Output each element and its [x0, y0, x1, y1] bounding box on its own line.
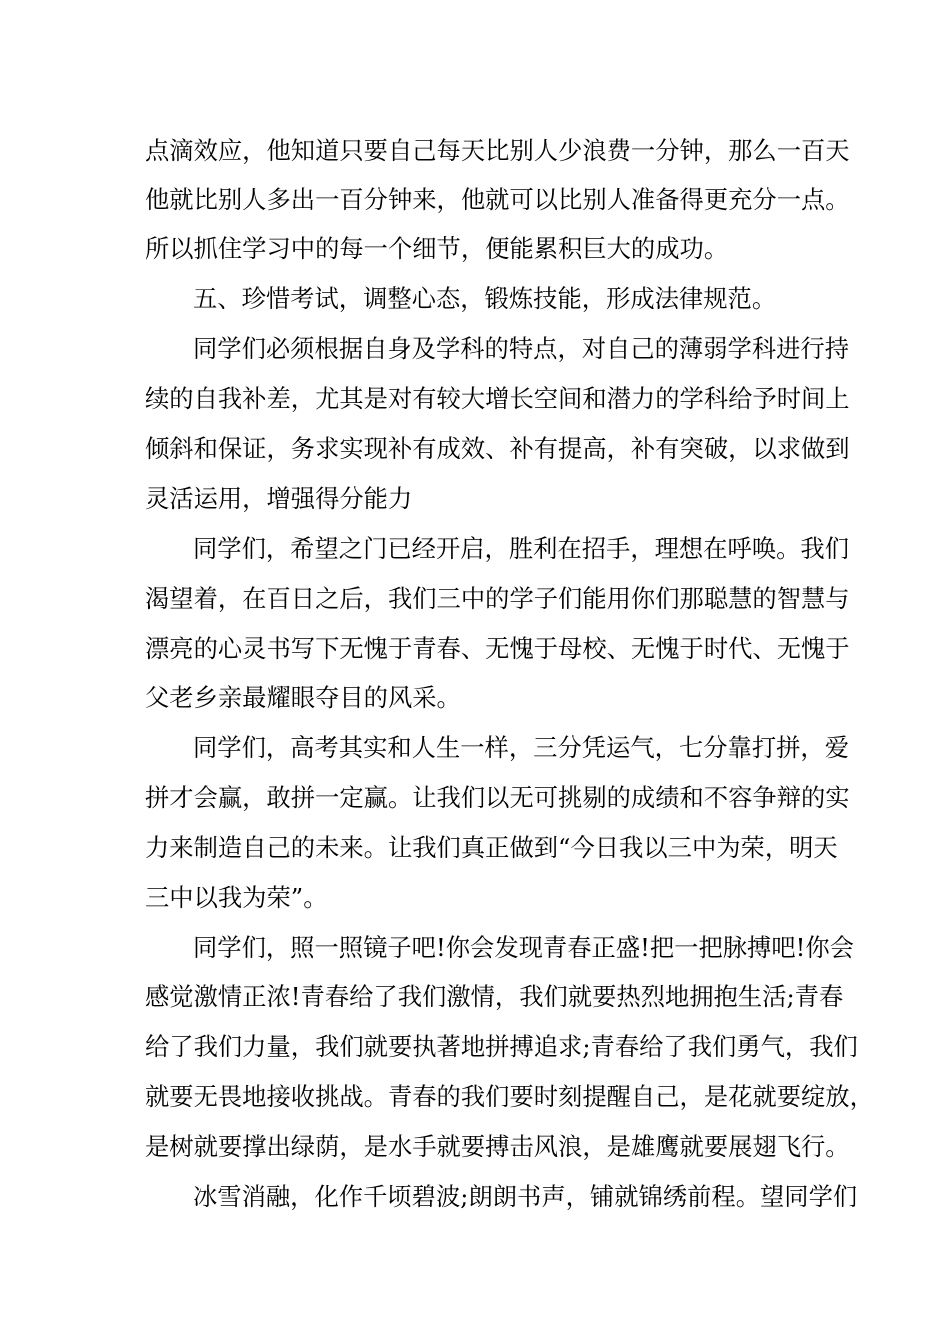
- text-line-3: 所以抓住学习中的每一个细节，便能累积巨大的成功。: [145, 234, 729, 263]
- text-line-16: 三中以我为荣”。: [145, 883, 328, 912]
- text-line-1: 点滴效应，他知道只要自己每天比别人少浪费一分钟，那么一百天: [145, 136, 850, 165]
- text-line-10: 渴望着，在百日之后，我们三中的学子们能用你们那聪慧的智慧与: [145, 584, 850, 613]
- text-line-17: 同学们，照一照镜子吧!你会发现青春正盛!把一把脉搏吧!你会: [193, 933, 855, 962]
- text-line-19: 给了我们力量，我们就要执著地拼搏追求;青春给了我们勇气，我们: [145, 1032, 858, 1061]
- text-line-18: 感觉激情正浓!青春给了我们激情，我们就要热烈地拥抱生活;青春: [145, 982, 844, 1011]
- text-line-15: 力来制造自己的未来。让我们真正做到“今日我以三中为荣，明天: [145, 833, 838, 862]
- text-line-11: 漂亮的心灵书写下无愧于青春、无愧于母校、无愧于时代、无愧于: [145, 634, 850, 663]
- text-line-2: 他就比别人多出一百分钟来，他就可以比别人准备得更充分一点。: [145, 185, 850, 214]
- text-line-14: 拼才会赢，敢拼一定赢。让我们以无可挑剔的成绩和不容争辩的实: [145, 783, 850, 812]
- text-line-22: 冰雪消融，化作千顷碧波;朗朗书声，铺就锦绣前程。望同学们: [193, 1182, 858, 1211]
- text-line-20: 就要无畏地接收挑战。青春的我们要时刻提醒自己，是花就要绽放，: [145, 1082, 874, 1111]
- text-line-8: 灵活运用，增强得分能力: [145, 484, 413, 513]
- text-line-7: 倾斜和保证，务求实现补有成效、补有提高，补有突破，以求做到: [145, 434, 850, 463]
- text-line-5: 同学们必须根据自身及学科的特点，对自己的薄弱学科进行持: [193, 334, 850, 363]
- text-line-13: 同学们，高考其实和人生一样，三分凭运气，七分靠打拼，爱: [193, 733, 850, 762]
- text-line-12: 父老乡亲最耀眼夺目的风采。: [145, 683, 461, 712]
- text-line-21: 是树就要撑出绿荫，是水手就要搏击风浪，是雄鹰就要展翅飞行。: [145, 1132, 850, 1161]
- text-line-6: 续的自我补差，尤其是对有较大增长空间和潜力的学科给予时间上: [145, 384, 850, 413]
- text-line-9: 同学们，希望之门已经开启，胜利在招手，理想在呼唤。我们: [193, 534, 850, 563]
- section-heading: 五、珍惜考试，调整心态，锻炼技能，形成法律规范。: [193, 284, 777, 313]
